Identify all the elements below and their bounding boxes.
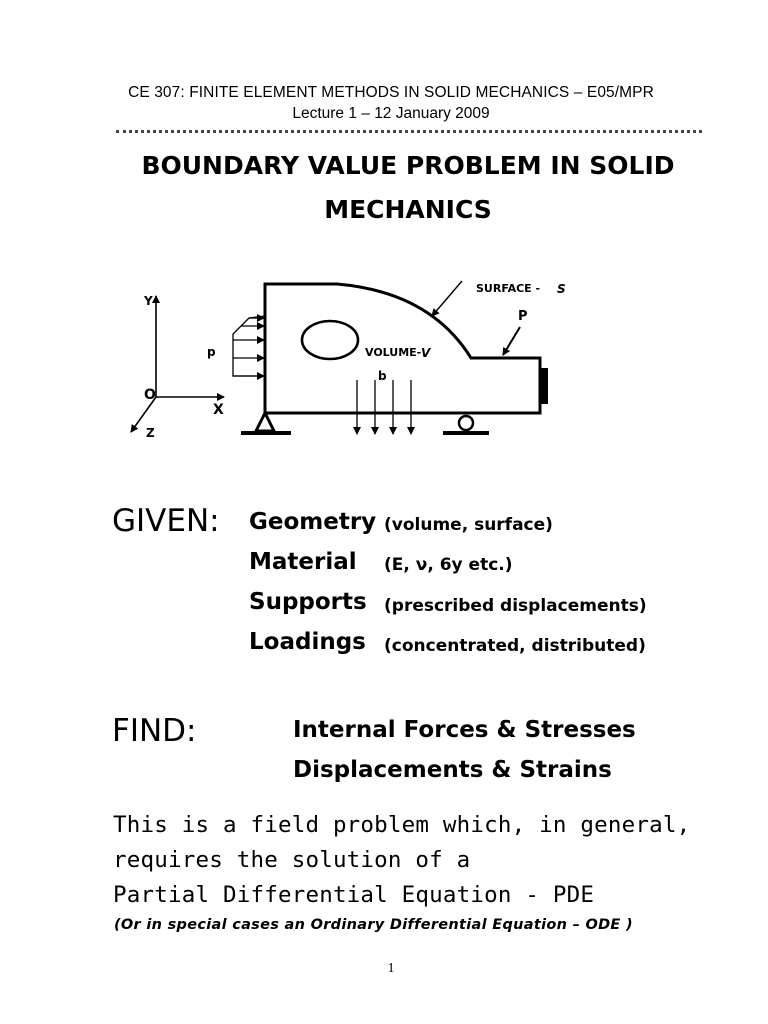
page-number: 1 xyxy=(387,961,395,976)
lecture-date: Lecture 1 – 12 January 2009 xyxy=(292,105,490,122)
coordinate-axes xyxy=(131,296,224,432)
pressure-label: p xyxy=(207,345,216,359)
title-line-1: BOUNDARY VALUE PROBLEM IN SOLID xyxy=(141,151,675,180)
axis-x-label: X xyxy=(213,402,224,418)
boundary-value-diagram xyxy=(0,270,768,450)
title-line-2: MECHANICS xyxy=(324,195,492,224)
point-load-label: P xyxy=(518,309,528,324)
surface-label: SURFACE - xyxy=(476,282,541,295)
given-term-supports: Supports xyxy=(249,589,367,615)
given-label: GIVEN: xyxy=(112,503,220,539)
end-cap xyxy=(541,368,548,404)
body-line-3: Partial Differential Equation - PDE xyxy=(113,882,595,908)
origin-label: O xyxy=(144,387,156,403)
roller-support xyxy=(443,416,489,435)
given-detail-supports: (prescribed displacements) xyxy=(384,596,647,616)
given-detail-material: (E, ν, 6y etc.) xyxy=(384,555,513,575)
body-force-arrows xyxy=(357,380,411,434)
axis-z-label: Z xyxy=(146,426,155,440)
find-label: FIND: xyxy=(112,713,197,749)
course-header: CE 307: FINITE ELEMENT METHODS IN SOLID MECHANICS – E05/MPR xyxy=(128,84,654,101)
given-term-material: Material xyxy=(249,549,357,575)
pin-support xyxy=(241,413,291,435)
ode-note: (Or in special cases an Ordinary Differential Equation – ODE ) xyxy=(114,917,633,933)
page-title xyxy=(100,144,716,232)
pressure-load xyxy=(233,316,265,376)
body-line-2: requires the solution of a xyxy=(113,847,471,873)
dotted-divider xyxy=(116,130,702,133)
hole xyxy=(302,321,358,359)
volume-label: VOLUME- xyxy=(365,346,422,359)
given-detail-loadings: (concentrated, distributed) xyxy=(384,636,646,656)
axis-y-label: Y xyxy=(144,294,153,308)
given-detail-geometry: (volume, surface) xyxy=(384,515,553,535)
find-item-forces: Internal Forces & Stresses xyxy=(293,717,636,743)
surface-leader xyxy=(432,281,462,316)
surface-symbol: S xyxy=(557,282,566,296)
point-load-arrow xyxy=(503,327,520,355)
find-item-displacements: Displacements & Strains xyxy=(293,757,612,783)
body-force-label: b xyxy=(378,369,387,383)
given-term-loadings: Loadings xyxy=(249,629,366,655)
volume-symbol: V xyxy=(421,346,431,360)
body-line-1: This is a field problem which, in general, xyxy=(113,812,691,838)
given-term-geometry: Geometry xyxy=(249,509,377,535)
